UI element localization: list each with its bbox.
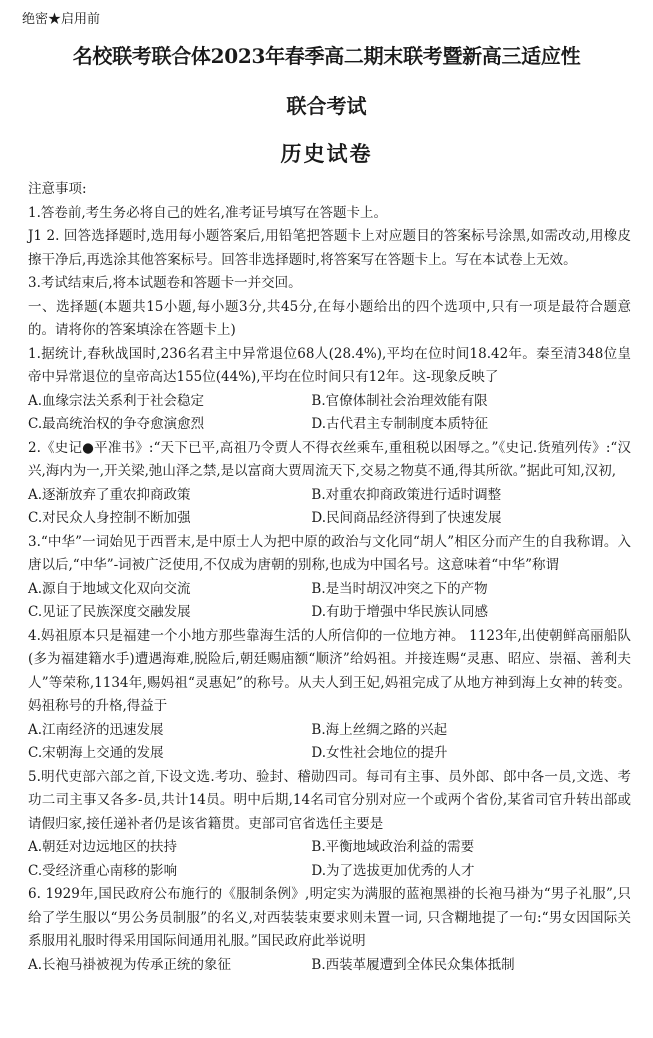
question-1-options-ab	[28, 390, 631, 414]
exam-subtitle: 联合考试	[286, 94, 367, 118]
note-1: 1.答卷前,考生务必将自己的姓名,准考证号填写在答题卡上。	[28, 204, 387, 221]
option-b: B.海上丝绸之路的兴起	[311, 721, 448, 738]
option-a: A.朝廷对边远地区的扶持	[28, 839, 178, 855]
question-3-options-cd	[28, 601, 631, 625]
question-3-options-ab	[28, 578, 631, 602]
note-3: 3.考试结束后,将本试题卷和答题卡一并交回。	[28, 275, 302, 291]
notes-heading: 注意事项:	[28, 181, 87, 197]
option-b: B.官僚体制社会治理效能有限	[311, 392, 488, 409]
secret-label: 绝密★启用前	[22, 12, 101, 27]
option-a: A.血缘宗法关系利于社会稳定	[28, 392, 205, 409]
question-2-stem: 2.《史记●平准书》:“天下已平,高祖乃令贾人不得衣丝乘车,重租税以困辱之。”《史记.货殖列传》:“汉兴,海内为一,开关梁,弛山泽之禁,是以富商大贾周流天下,交易之物莫不通,得其所欲。”据此可知,汉初,	[28, 439, 631, 479]
option-d: D.为了选拔更加优秀的人才	[311, 862, 475, 879]
question-2-options-ab	[28, 484, 631, 508]
question-6-options-ab	[28, 954, 631, 978]
option-c: C.见证了民族深度交融发展	[28, 604, 191, 620]
question-1-options-cd	[28, 413, 631, 437]
question-4-options-ab	[28, 719, 631, 743]
option-c: C.对民众人身控制不断加强	[28, 510, 191, 526]
question-5-options-ab	[28, 836, 631, 860]
question-1-stem: 1.据统计,春秋战国时,236名君主中异常退位68人(28.4%),平均在位时间18.42年。秦至清348位皇帝中异常退位的皇帝高达155位(44%),平均在位时间只有12年。这-现象反映了	[28, 345, 631, 385]
option-c: C.宋朝海上交通的发展	[28, 745, 164, 761]
question-4-options-cd	[28, 742, 631, 766]
option-b: B.平衡地域政治利益的需要	[311, 839, 475, 855]
note-2: J1 2. 回答选择题时,选用每小题答案后,用铅笔把答题卡上对应题目的答案标号涂黑,如需改动,用橡皮擦干净后,再选涂其他答案标号。回答非选择题时,将答案写在答题卡上。写在本试卷上无效。	[28, 228, 631, 268]
option-b: B.西装革履遭到全体民众集体抵制	[311, 956, 515, 973]
question-5-stem: 5.明代吏部六部之首,下设文选.考功、验封、稽勋四司。每司有主事、员外郎、郎中各一员,文选、考功二司主事又各多-员,共计14员。明中后期,14名司官分别对应一个或两个省份,某省司官升转出部或请假归家,接任递补者仍是该省籍贯。吏部司官省选任主要是	[28, 768, 631, 832]
option-b: B.是当时胡汉冲突之下的产物	[311, 580, 488, 597]
section-intro: 一、选择题(本题共15小题,每小题3分,共45分,在每小题给出的四个选项中,只有一项是最符合题意的。请将你的答案填涂在答题卡上)	[28, 298, 631, 338]
option-b: B.对重农抑商政策进行适时调整	[311, 486, 502, 503]
option-d: D.民间商品经济得到了快速发展	[311, 510, 502, 526]
option-d: D.有助于增强中华民族认同感	[311, 604, 489, 620]
question-4-stem: 4.妈祖原本只是福建一个小地方那些靠海生活的人所信仰的一位地方神。 1123年,出使朝鲜高丽船队(多为福建籍水手)遭遇海难,脱险后,朝廷赐庙额“顺济”给妈祖。并接连赐“灵惠、昭应、崇福、善利夫人”等荣称,1134年,赐妈祖“灵惠妃”的称号。从夫人到王妃,妈祖完成了从地方神到海上女神的转变。妈祖称号的升格,得益于	[28, 627, 631, 714]
question-6-stem: 6. 1929年,国民政府公布施行的《服制条例》,明定实为满服的蓝袍黑褂的长袍马褂为“男子礼服”,只给了学生服以“男公务员制服”的名义,对西装装束要求则未置一词, 只含糊地提了一句:“男女因国际关系服用礼服时得采用国际间通用礼服。”国民政府此举说明	[28, 886, 631, 949]
option-a: A.逐渐放弃了重农抑商政策	[28, 486, 191, 503]
question-5-options-cd	[28, 860, 631, 884]
option-d: D.女性社会地位的提升	[311, 745, 448, 761]
subject-title: 历史试卷	[280, 141, 373, 166]
option-c: C.受经济重心南移的影响	[28, 862, 178, 879]
option-a: A.源自于地域文化双向交流	[28, 580, 191, 597]
exam-body	[28, 178, 631, 977]
option-a: A.长袍马褂被视为传承正统的象征	[28, 956, 232, 973]
option-c: C.最高统治权的争夺愈演愈烈	[28, 416, 205, 432]
option-a: A.江南经济的迅速发展	[28, 721, 164, 738]
question-2-options-cd	[28, 507, 631, 531]
option-d: D.古代君主专制制度本质特征	[311, 416, 489, 432]
question-3-stem: 3.“中华”一词始见于西晋末,是中原士人为把中原的政治与文化同“胡人”相区分而产生的自我称谓。入唐以后,“中华”-词被广泛使用,不仅成为唐朝的别称,也成为中国名号。这意味着“中华”称谓	[28, 533, 631, 573]
exam-title: 名校联考联合体2023年春季高二期末联考暨新高三适应性	[72, 44, 581, 68]
